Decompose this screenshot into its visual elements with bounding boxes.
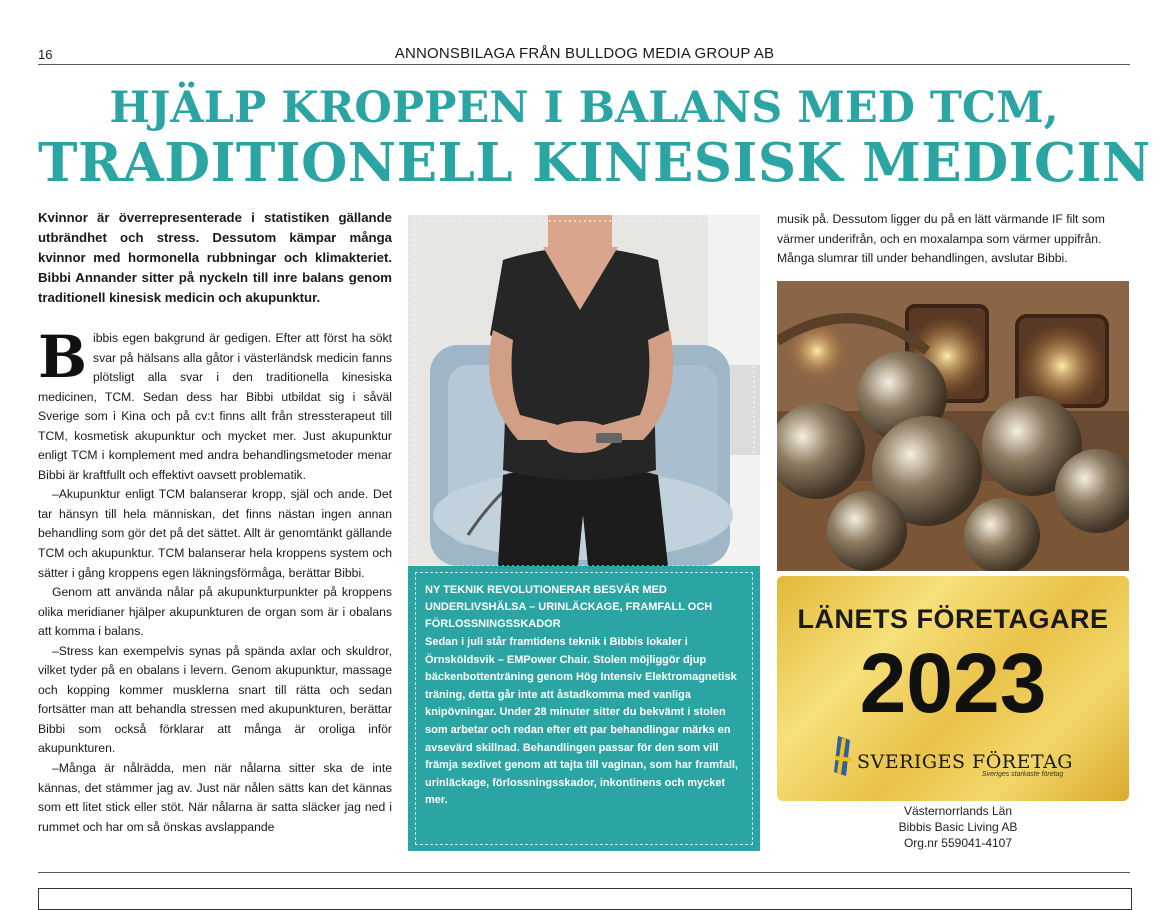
swedish-flag-icon (832, 734, 856, 778)
lanterns-illustration (777, 281, 1129, 571)
body-paragraph-3: Genom att använda nålar på akupunkturpunkter på kroppens olika meridianer hjälper akupunkturen de organ som är i obalans att komma i balans. (38, 585, 392, 639)
technology-sidebar (408, 566, 760, 851)
page-number: 16 (38, 47, 53, 62)
lanterns-photo (777, 281, 1129, 571)
chair-photo (408, 215, 760, 566)
award-badge (777, 576, 1129, 801)
headline-line-1: HJÄLP KROPPEN I BALANS MED TCM, (109, 83, 1059, 133)
award-title: LÄNETS FÖRETAGARE (797, 604, 1109, 634)
body-paragraph-5: –Många är nålrädda, men när nålarna sitter ska de inte kännas, det stämmer jag av. Just när nålen sätts kan det kännas som ett litet stick eller stöt. När nålarna är satta släcker jag ned i rummet och har om så önskas avslappande (38, 761, 392, 834)
award-year: 2023 (859, 636, 1047, 730)
headline-line-2: TRADITIONELL KINESISK MEDICIN (38, 132, 1151, 194)
article-body (38, 323, 392, 837)
next-section-frame (38, 888, 1132, 910)
body-paragraph-2: –Akupunktur enligt TCM balanserar kropp, själ och ande. Det tar hänsyn till hela människan, det finns nästan ingen annan behandling som gör det på det sättet. Allt är genomtänkt gällande TCM och akupunktur. TCM balanserar hela kroppens system och sätter i gång kroppens egen läkningsförmåga, berättar Bibbi. (38, 487, 392, 580)
sidebar-text: Sedan i juli står framtidens teknik i Bibbis lokaler i Örnsköldsvik – EMPower Chair. Stolen möjliggör djup bäckenbottenträning genom Hög Intensiv Elektromagnetisk träning, detta går inte att åstadkomma med vanliga knipövningar. Under 28 minuter sitter du bekvämt i stolen som arbetar och redan efter ett par behandlingar märks en avsevärd skillnad. Behandlingen passar för den som vill främja sexlivet genom att tajta till vaginan, som har framfall, urinläckage, förlossningsskador, inkontinens och mycket mer. (425, 636, 738, 807)
sidebar-heading: NY TEKNIK REVOLUTIONERAR BESVÄR MED UNDERLIVSHÄLSA – URINLÄCKAGE, FRAMFALL OCH FÖRLOSSNINGSSKADOR (425, 584, 713, 630)
body-paragraph-1: Bibbis egen bakgrund är gedigen. Efter att först ha sökt svar på hälsans alla gåtor i västerländsk medicin fanns plötsligt alla svar i den traditionella kinesiska medicinen, TCM. Sedan dess har Bibbi utbildat sig i såväl Sverige som i Kina och på cv:t finns allt från stressterapeut till TCM, kosmetisk akupunktur och mycket mer. Just akupunktur enligt TCM i komplement med andra behandlingsmetoder menar Bibbi är kraftfullt och effektivt oavsett problematik. (38, 323, 392, 482)
chair-photo-illustration (408, 215, 760, 566)
article-body-continuation: musik på. Dessutom ligger du på en lätt värmande IF filt som värmer underifrån, och en moxalampa som värmer uppifrån. Många slumrar till under behandlingen, avslutar Bibbi. (777, 212, 1105, 265)
caption-region: Västernorrlands Län (903, 804, 1013, 818)
caption-org-number: Org.nr 559041-4107 (903, 836, 1013, 850)
award-brand: SVERIGES FÖRETAG (857, 751, 1073, 773)
header-divider (38, 64, 1130, 65)
caption-company: Bibbis Basic Living AB (898, 820, 1018, 834)
award-tagline: Sveriges starkaste företag (982, 771, 1064, 778)
supplement-header: ANNONSBILAGA FRÅN BULLDOG MEDIA GROUP AB (394, 45, 775, 62)
lead-paragraph: Kvinnor är överrepresenterade i statistiken gällande utbrändhet och stress. Dessutom kämpar många kvinnor med hormonella rubbningar och klimakteriet. Bibbi Annander sitter på nyckeln till inre balans genom traditionell kinesisk medicin och akupunktur. (38, 210, 392, 305)
drop-cap: B (38, 323, 88, 391)
body-paragraph-4: –Stress kan exempelvis synas på spända axlar och skuldror, vilket tyder på en obalans i levern. Genom akupunktur, massage och kopping kommer musklerna snart till rätta och sedan fortsätter man att behandla stressen med akupunkturen, berättar Bibbi som också förklarar att många är oroliga inför akupunkturen. (38, 643, 392, 756)
footer-divider (38, 872, 1130, 873)
